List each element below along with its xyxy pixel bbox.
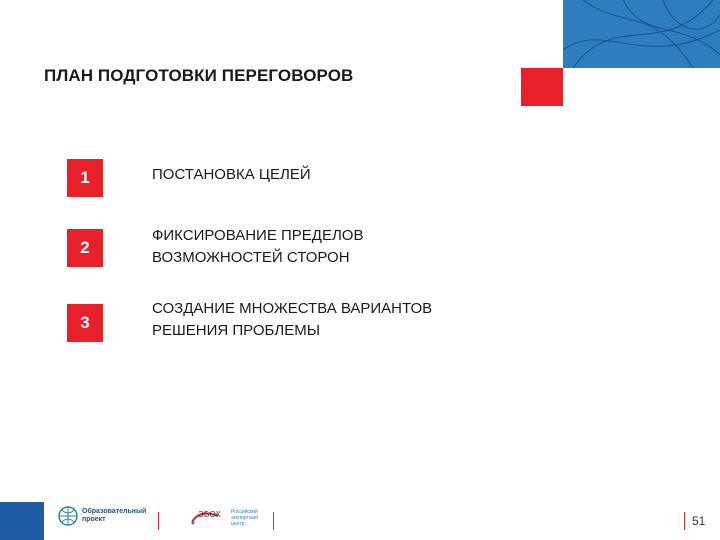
step-number-2: 2	[67, 229, 103, 267]
logo2-line-1: Российский	[231, 509, 258, 515]
step-text-1	[152, 164, 311, 186]
corner-decoration	[563, 0, 720, 68]
page-number: 51	[692, 514, 706, 528]
footer-separator-1	[158, 512, 159, 530]
logo2-line-3: центр	[231, 521, 245, 527]
logo1-line-2: проект	[82, 516, 106, 523]
education-project-logo	[58, 506, 146, 526]
step-3-line-1: СОЗДАНИЕ МНОЖЕСТВА ВАРИАНТОВ	[152, 300, 433, 317]
curves-pattern-icon	[563, 0, 720, 68]
step-text-3	[152, 298, 432, 342]
footer-separator-3	[684, 512, 685, 530]
step-2-line-2: ВОЗМОЖНОСТЕЙ СТОРОН	[152, 249, 350, 266]
footer-blue-block	[0, 502, 44, 540]
step-2-line-1: ФИКСИРОВАНИЕ ПРЕДЕЛОВ	[152, 227, 364, 244]
globe-icon	[58, 506, 78, 526]
step-number-1: 1	[67, 159, 103, 197]
footer-separator-2	[273, 512, 274, 530]
step-3-line-2: РЕШЕНИЯ ПРОБЛЕМЫ	[152, 322, 320, 339]
red-accent-square	[521, 68, 563, 106]
export-center-logo	[190, 508, 258, 528]
step-text-2	[152, 225, 363, 269]
step-number-3: 3	[67, 304, 103, 342]
slide-title: ПЛАН ПОДГОТОВКИ ПЕРЕГОВОРОВ	[44, 66, 354, 85]
step-1-line-1: ПОСТАНОВКА ЦЕЛЕЙ	[152, 166, 311, 183]
logo2-line-2: экспортный	[231, 515, 258, 521]
logo2-mark: ЭБОК	[198, 509, 221, 519]
logo1-line-1: Образовательный	[82, 508, 147, 515]
